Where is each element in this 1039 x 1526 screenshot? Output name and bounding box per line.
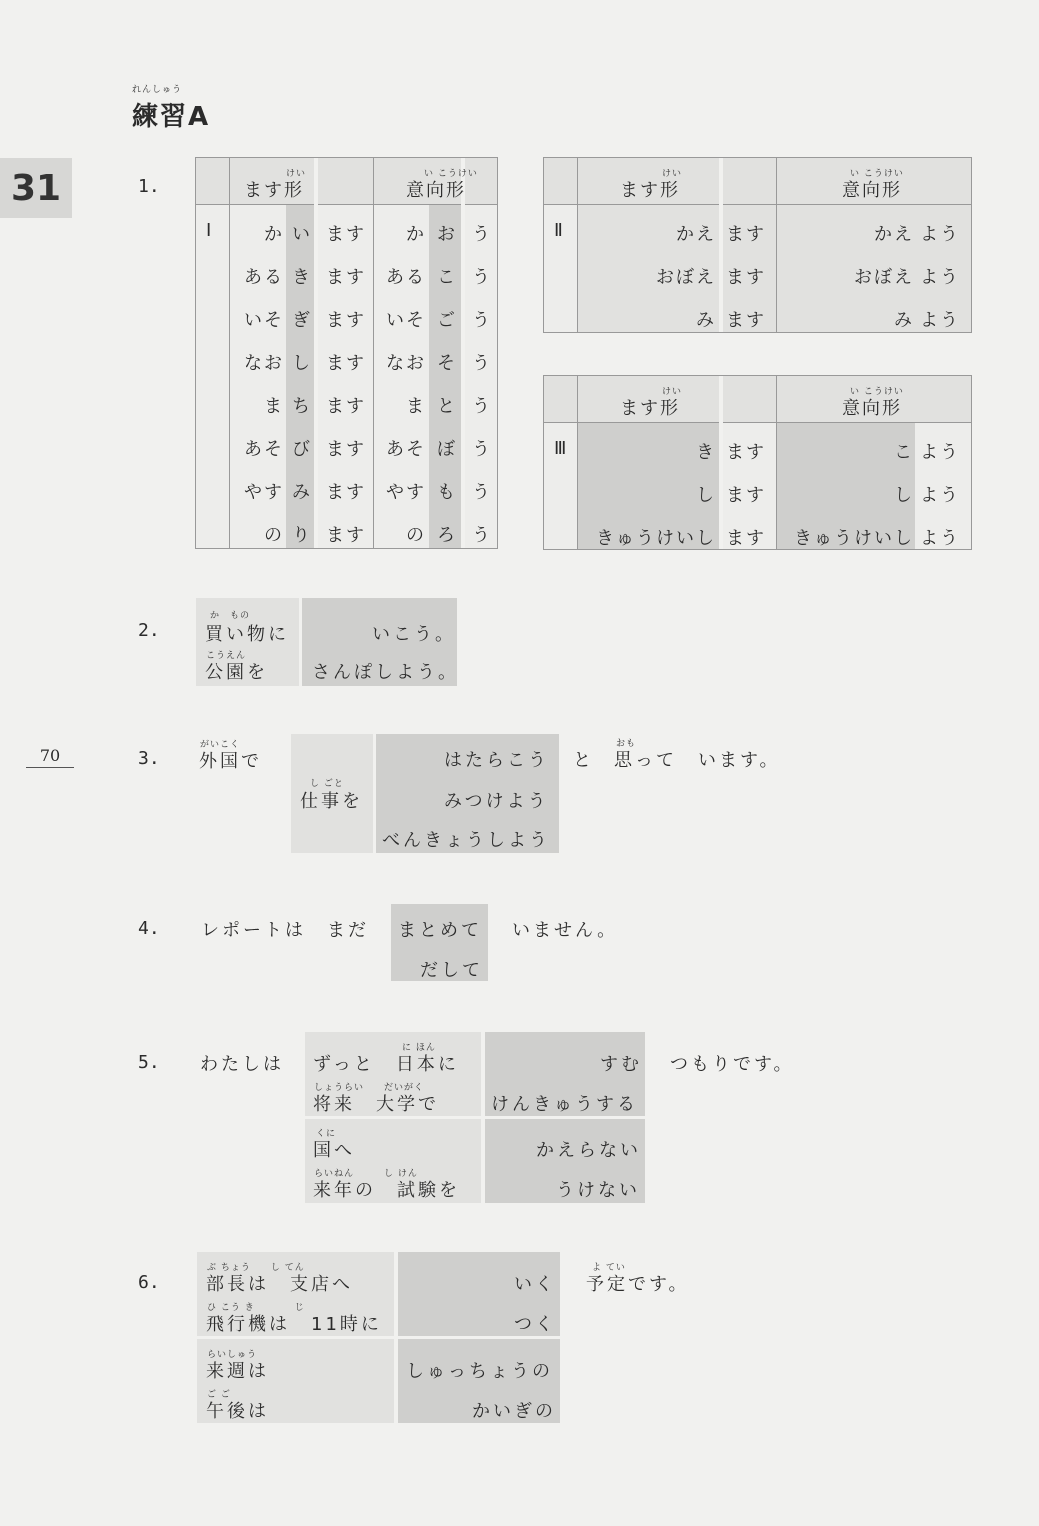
ex3-mid: 仕事を: [300, 791, 363, 812]
ex5-lead: わたしは: [200, 1054, 284, 1075]
conjugation-table-group-1: [195, 157, 498, 549]
ex4-option-2: だして: [420, 960, 483, 981]
group-3-masu-ending: ます: [726, 485, 766, 506]
group-1-volitional-ending: う: [472, 353, 492, 374]
ex5-b2-left-ruby-2: らいねん し けん: [314, 1169, 418, 1179]
group-1-masu-stem: やす: [244, 482, 284, 503]
group-1-label: Ⅰ: [206, 220, 214, 241]
group-1-masu-vowel: み: [292, 482, 312, 503]
ex2-left-1: 買い物に: [205, 624, 289, 645]
group-3-volitional-stem: し: [894, 485, 914, 506]
group-1-masu-stem: の: [264, 525, 284, 546]
ex6-b1-left-1: 部長は 支店へ: [206, 1274, 353, 1295]
group-1-volitional-vowel: ご: [437, 310, 457, 331]
group-1-volitional-ending: う: [472, 396, 492, 417]
ex2-left-2: 公園を: [205, 662, 268, 683]
exercise-1-number: 1.: [138, 176, 160, 197]
exercise-5-number: 5.: [138, 1052, 160, 1073]
group-2-masu-ending: ます: [726, 267, 766, 288]
group-3-masu-stem: きゅうけいし: [596, 528, 716, 549]
group-1-volitional-ending: う: [472, 439, 492, 460]
group-1-volitional-ending: う: [472, 525, 492, 546]
group-1-volitional-vowel: ろ: [437, 525, 457, 546]
ex2-left-ruby-1: か もの: [210, 611, 251, 621]
group-2-volitional-ending: よう: [920, 224, 960, 245]
ex6-b2-left-2: 午後は: [206, 1401, 269, 1422]
ex6-b2-right-1: しゅっちょうの: [406, 1361, 553, 1382]
group-3-masu-stem: き: [696, 442, 716, 463]
ex6-b2-left-ruby-1: らいしゅう: [207, 1350, 258, 1360]
group-1-volitional-vowel: こ: [437, 267, 457, 288]
ex3-to: と: [573, 750, 594, 771]
group-3-volitional-stem: きゅうけいし: [794, 528, 914, 549]
group-2-masu-ending: ます: [726, 310, 766, 331]
volitional-form-ruby: い こうけい: [850, 169, 904, 179]
ex3-lead: 外国で: [199, 751, 262, 772]
ex5-tail: つもりです。: [670, 1054, 795, 1075]
ex5-b2-right-2: うけない: [556, 1180, 640, 1201]
group-1-masu-ending: ます: [326, 224, 366, 245]
ex6-b1-left-ruby-2: ひ こう き じ: [207, 1303, 305, 1313]
ex5-b1-right-1: すむ: [600, 1054, 642, 1075]
lesson-tab: 31: [0, 158, 72, 218]
volitional-form-header: 意向形: [842, 398, 902, 419]
ex4-lead: レポートは まだ: [201, 920, 369, 941]
group-3-masu-ending: ます: [726, 528, 766, 549]
group-1-volitional-ending: う: [472, 310, 492, 331]
ex6-b2-right-2: かいぎの: [472, 1401, 556, 1422]
group-2-masu-stem: おぼえ: [656, 267, 716, 288]
masu-form-header: ます形: [620, 180, 680, 201]
masu-form-ruby: けい: [286, 169, 307, 179]
group-1-volitional-stem: の: [406, 525, 426, 546]
group-1-masu-stem: あそ: [244, 439, 284, 460]
masu-form-ruby: けい: [662, 387, 683, 397]
conjugation-table-group-2: [543, 157, 972, 333]
group-2-masu-ending: ます: [726, 224, 766, 245]
group-1-masu-stem: いそ: [244, 310, 284, 331]
page-number: 70: [26, 746, 74, 768]
group-1-masu-vowel: し: [292, 353, 312, 374]
ex6-b1-right-2: つく: [514, 1314, 556, 1335]
group-2-volitional-stem: おぼえ: [854, 267, 914, 288]
group-1-volitional-stem: あそ: [386, 439, 426, 460]
group-1-masu-stem: か: [264, 224, 284, 245]
ex5-b2-left-2: 来年の 試験を: [313, 1180, 460, 1201]
ex2-right-2: さんぽしよう。: [312, 662, 459, 683]
exercise-2-number: 2.: [138, 620, 160, 641]
exercise-6-number: 6.: [138, 1272, 160, 1293]
ex3-tail-ruby: おも: [616, 739, 637, 749]
group-1-masu-ending: ます: [326, 310, 366, 331]
conjugation-table-group-3: [543, 375, 972, 550]
ex3-lead-ruby: がいこく: [200, 740, 241, 750]
group-1-volitional-stem: ある: [386, 267, 426, 288]
group-1-masu-stem: なお: [244, 353, 284, 374]
group-1-volitional-vowel: お: [437, 224, 457, 245]
group-3-volitional-ending: よう: [920, 442, 960, 463]
group-1-masu-vowel: き: [292, 267, 312, 288]
ex6-b1-left-2: 飛行機は 11時に: [206, 1314, 382, 1335]
ex6-tail-ruby: よ てい: [592, 1263, 626, 1273]
volitional-form-header: 意向形: [406, 180, 466, 201]
group-3-volitional-ending: よう: [920, 485, 960, 506]
group-1-volitional-stem: やす: [386, 482, 426, 503]
ex6-b2-left-ruby-2: ご ご: [207, 1390, 231, 1400]
ex6-b1-left-ruby-1: ぶ ちょう し てん: [207, 1263, 305, 1273]
title-ruby: れんしゅう: [132, 85, 183, 95]
ex5-b1-left-1: ずっと 日本に: [313, 1054, 459, 1075]
ex3-option-1: はたらこう: [444, 750, 549, 771]
group-2-masu-stem: かえ: [676, 224, 716, 245]
volitional-form-ruby: い こうけい: [850, 387, 904, 397]
group-3-masu-ending: ます: [726, 442, 766, 463]
ex5-b2-right-1: かえらない: [536, 1140, 641, 1161]
ex5-b2-left-1: 国へ: [313, 1140, 355, 1161]
exercise-4-number: 4.: [138, 918, 160, 939]
ex3-option-3: べんきょうしよう: [382, 830, 550, 851]
group-3-volitional-stem: こ: [894, 442, 914, 463]
ex3-tail: 思って います。: [614, 750, 781, 771]
ex6-b1-right-1: いく: [514, 1274, 556, 1295]
volitional-form-header: 意向形: [842, 180, 902, 201]
group-1-masu-ending: ます: [326, 396, 366, 417]
group-1-volitional-ending: う: [472, 267, 492, 288]
group-1-masu-vowel: び: [292, 439, 312, 460]
group-1-volitional-stem: ま: [406, 396, 426, 417]
group-3-masu-stem: し: [696, 485, 716, 506]
group-1-masu-ending: ます: [326, 439, 366, 460]
ex5-b1-left-ruby-2: しょうらい だいがく: [314, 1083, 425, 1093]
group-1-volitional-stem: いそ: [386, 310, 426, 331]
ex2-left-ruby-2: こうえん: [206, 651, 247, 661]
ex2-right-1: いこう。: [372, 624, 456, 645]
group-3-label: Ⅲ: [554, 438, 569, 459]
group-1-volitional-vowel: そ: [437, 353, 457, 374]
group-1-volitional-vowel: と: [437, 396, 457, 417]
group-2-masu-stem: み: [696, 310, 716, 331]
group-1-masu-ending: ます: [326, 267, 366, 288]
table-header: [544, 376, 971, 422]
group-1-masu-ending: ます: [326, 525, 366, 546]
group-1-masu-ending: ます: [326, 482, 366, 503]
group-1-masu-vowel: ぎ: [292, 310, 312, 331]
group-1-masu-stem: ま: [264, 396, 284, 417]
ex3-mid-ruby: し ごと: [310, 779, 344, 789]
masu-form-ruby: けい: [662, 169, 683, 179]
table-header: [544, 158, 971, 204]
group-1-masu-stem: ある: [244, 267, 284, 288]
ex5-b1-left-ruby-1: に ほん: [402, 1043, 436, 1053]
ex5-b1-left-2: 将来 大学で: [313, 1094, 439, 1115]
ex4-option-1: まとめて: [398, 920, 482, 941]
masu-form-header: ます形: [620, 398, 680, 419]
group-1-volitional-stem: なお: [386, 353, 426, 374]
group-2-volitional-ending: よう: [920, 267, 960, 288]
group-1-volitional-ending: う: [472, 482, 492, 503]
ex6-tail: 予定です。: [586, 1274, 690, 1295]
group-1-masu-vowel: ち: [292, 396, 312, 417]
group-3-volitional-ending: よう: [920, 528, 960, 549]
group-1-volitional-ending: う: [472, 224, 492, 245]
group-2-volitional-stem: み: [894, 310, 914, 331]
group-2-volitional-stem: かえ: [874, 224, 914, 245]
masu-form-header: ます形: [244, 180, 304, 201]
ex5-b2-left-ruby-1: くに: [316, 1129, 337, 1139]
ex4-tail: いません。: [512, 920, 619, 941]
group-2-volitional-ending: よう: [920, 310, 960, 331]
page-title: 練習A: [132, 102, 211, 132]
group-1-masu-ending: ます: [326, 353, 366, 374]
group-1-masu-vowel: い: [292, 224, 312, 245]
group-1-masu-vowel: り: [292, 525, 312, 546]
group-1-volitional-stem: か: [406, 224, 426, 245]
volitional-form-ruby: い こうけい: [424, 169, 478, 179]
ex6-b2-left-1: 来週は: [206, 1361, 269, 1382]
group-2-label: Ⅱ: [554, 220, 565, 241]
group-1-volitional-vowel: も: [437, 482, 457, 503]
group-1-volitional-vowel: ぼ: [437, 439, 457, 460]
ex5-b1-right-2: けんきゅうする: [491, 1094, 638, 1115]
exercise-3-number: 3.: [138, 748, 160, 769]
ex3-option-2: みつけよう: [444, 791, 549, 812]
